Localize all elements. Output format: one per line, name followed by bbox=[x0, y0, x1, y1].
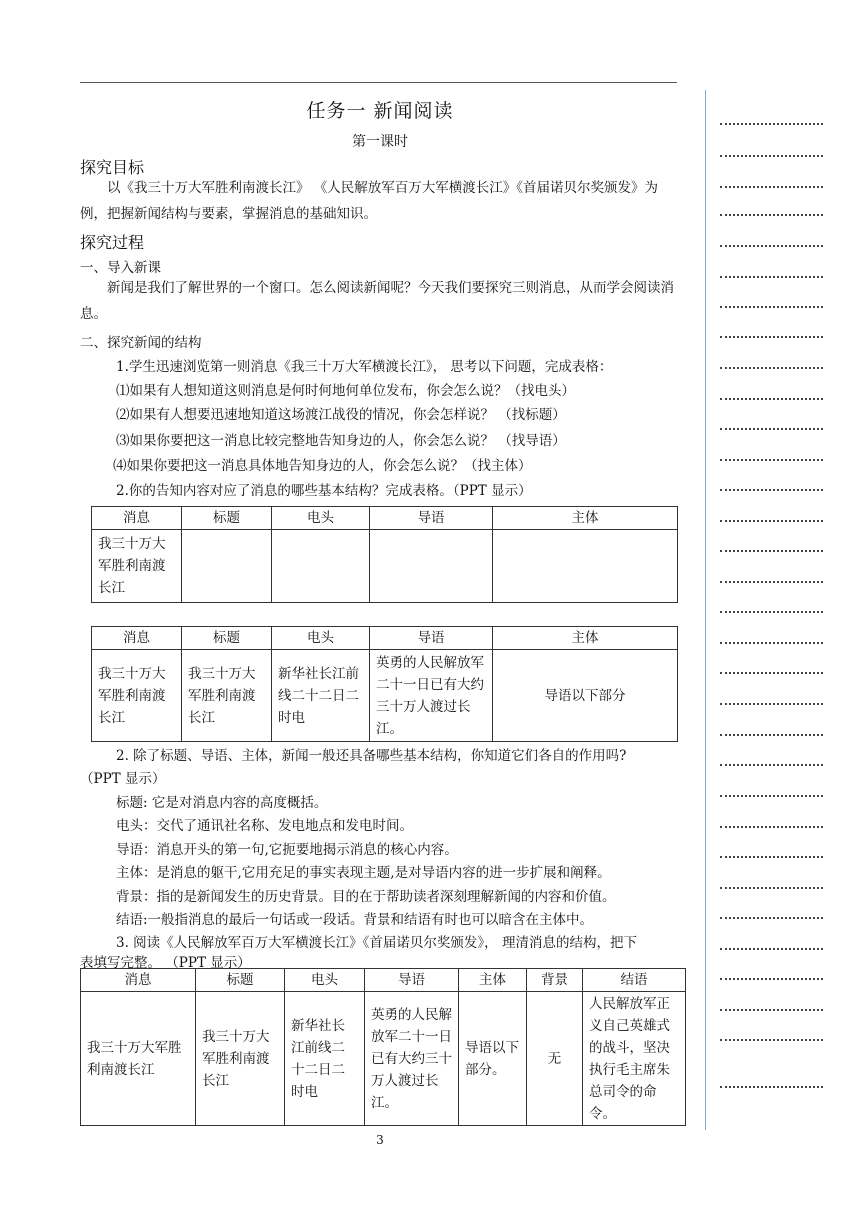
note-line bbox=[720, 642, 823, 644]
table-header-cell: 标题 bbox=[196, 969, 285, 992]
note-line bbox=[720, 520, 823, 522]
note-line bbox=[720, 1086, 823, 1088]
definition-background: 背景：指的是新闻发生的历史背景。目的在于帮助读者深刻理解新闻的内容和价值。 bbox=[116, 889, 616, 905]
note-line bbox=[720, 276, 823, 278]
table-header-cell: 结语 bbox=[583, 969, 686, 992]
note-line bbox=[720, 306, 823, 308]
table-cell: 英勇的人民解放军二十一日已有大约三十万人渡过长江。 bbox=[365, 992, 459, 1126]
table-header-cell: 主体 bbox=[493, 627, 678, 650]
table-header-cell: 电头 bbox=[272, 627, 370, 650]
note-line bbox=[720, 489, 823, 491]
definition-title: 标题: 它是对消息内容的高度概括。 bbox=[116, 795, 328, 811]
table-cell bbox=[370, 530, 493, 603]
definition-dateline: 电头：交代了通讯社名称、发电地点和发电时间。 bbox=[116, 818, 413, 834]
note-line bbox=[720, 826, 823, 828]
table-cell: 新华社长江前线二十二日二时电 bbox=[272, 650, 370, 742]
table-cell: 人民解放军正义自己英雄式的战斗，坚决执行毛主席朱总司令的命令。 bbox=[583, 992, 686, 1126]
question-2: ⑵如果有人想要迅速地知道这场渡江战役的情况，你会怎样说？ （找标题） bbox=[116, 407, 566, 423]
note-line bbox=[720, 367, 823, 369]
table-cell bbox=[182, 530, 272, 603]
table-header-cell: 消息 bbox=[81, 969, 196, 992]
note-line bbox=[720, 611, 823, 613]
table-cell: 英勇的人民解放军二十一日已有大约三十万人渡过长江。 bbox=[370, 650, 493, 742]
structure-table-full bbox=[80, 968, 686, 1126]
definition-ending: 结语:一般指消息的最后一句话或一段话。背景和结语有时也可以暗含在主体中。 bbox=[116, 912, 594, 928]
note-line bbox=[720, 581, 823, 583]
structure-table-blank bbox=[91, 506, 678, 603]
table-header-cell: 主体 bbox=[493, 507, 678, 530]
note-line bbox=[720, 336, 823, 338]
table-row bbox=[92, 530, 678, 603]
note-line bbox=[720, 398, 823, 400]
item1-text: 1.学生迅速浏览第一则消息《我三十万大军横渡长江》， 思考以下问题，完成表格： bbox=[116, 359, 613, 375]
process-heading: 探究过程 bbox=[80, 233, 145, 252]
note-line bbox=[720, 155, 823, 157]
note-line bbox=[720, 764, 823, 766]
note-line bbox=[720, 123, 823, 125]
table-header-cell: 导语 bbox=[370, 627, 493, 650]
section2-heading: 二、探究新闻的结构 bbox=[80, 335, 202, 351]
table-header-cell: 标题 bbox=[182, 627, 272, 650]
note-line bbox=[720, 1009, 823, 1011]
structure-table-answer bbox=[91, 626, 678, 742]
note-line bbox=[720, 1039, 823, 1041]
note-line bbox=[720, 550, 823, 552]
note-line bbox=[720, 703, 823, 705]
question-4: ⑷如果你要把这一消息具体地告知身边的人，你会怎么说？（找主体） bbox=[113, 458, 532, 474]
table-header-cell: 电头 bbox=[272, 507, 370, 530]
table-cell: 导语以下部分。 bbox=[459, 992, 527, 1126]
item2b-line2: （PPT 显示） bbox=[80, 771, 166, 787]
table-header-cell: 背景 bbox=[527, 969, 583, 992]
table-cell bbox=[493, 530, 678, 603]
table-cell: 无 bbox=[527, 992, 583, 1126]
item3-line1: 3. 阅读《人民解放军百万大军横渡长江》《首届诺贝尔奖颁发》， 理清消息的结构，把下 bbox=[116, 935, 637, 951]
question-1: ⑴如果有人想知道这则消息是何时何地何单位发布，你会怎么说？（找电头） bbox=[116, 383, 575, 399]
note-line bbox=[720, 459, 823, 461]
table-cell: 我三十万大军胜利南渡长江 bbox=[92, 650, 182, 742]
table-header-cell: 消息 bbox=[92, 507, 182, 530]
note-line bbox=[720, 245, 823, 247]
note-line bbox=[720, 734, 823, 736]
item2-text: 2.你的告知内容对应了消息的哪些基本结构？完成表格。（PPT 显示） bbox=[116, 483, 532, 499]
note-line bbox=[720, 856, 823, 858]
section1-text: 新闻是我们了解世界的一个窗口。怎么阅读新闻呢？今天我们要探究三则消息，从而学会阅读消息。 bbox=[80, 280, 674, 322]
table-header-row bbox=[92, 627, 678, 650]
note-line bbox=[720, 795, 823, 797]
table-cell: 我三十万大军胜利南渡长江 bbox=[196, 992, 285, 1126]
table-header-row bbox=[92, 507, 678, 530]
note-line bbox=[720, 978, 823, 980]
note-line bbox=[720, 214, 823, 216]
note-line bbox=[720, 948, 823, 950]
table-cell: 我三十万大军胜利南渡长江 bbox=[182, 650, 272, 742]
table-cell bbox=[272, 530, 370, 603]
item2b-line1: 2. 除了标题、导语、主体，新闻一般还具备哪些基本结构，你知道它们各自的作用吗? bbox=[116, 748, 627, 764]
table-header-cell: 消息 bbox=[92, 627, 182, 650]
margin-rule bbox=[705, 90, 706, 1130]
note-line bbox=[720, 672, 823, 674]
goal-text: 以《我三十万大军胜利南渡长江》 《人民解放军百万大军横渡长江》《首届诺贝尔奖颁发》为例，把握新闻结构与要素，掌握消息的基础知识。 bbox=[80, 180, 659, 222]
note-line bbox=[720, 887, 823, 889]
table-header-cell: 导语 bbox=[370, 507, 493, 530]
item3-line2: 表填写完整。 （PPT 显示） bbox=[80, 955, 251, 971]
note-line bbox=[720, 428, 823, 430]
table-cell: 我三十万大军胜利南渡长江 bbox=[81, 992, 196, 1126]
page-number: 3 bbox=[376, 1133, 384, 1147]
table-cell: 我三十万大军胜利南渡长江 bbox=[92, 530, 182, 603]
definition-body: 主体：是消息的躯干,它用充足的事实表现主题,是对导语内容的进一步扩展和阐释。 bbox=[116, 865, 611, 881]
page-subtitle: 第一课时 bbox=[352, 134, 408, 150]
table-header-row bbox=[81, 969, 686, 992]
table-row bbox=[81, 992, 686, 1126]
page-title: 任务一 新闻阅读 bbox=[306, 100, 454, 122]
top-rule bbox=[80, 82, 677, 83]
note-line bbox=[720, 186, 823, 188]
definition-lead: 导语：消息开头的第一句,它扼要地揭示消息的核心内容。 bbox=[116, 842, 458, 858]
table-row bbox=[92, 650, 678, 742]
table-header-cell: 电头 bbox=[285, 969, 365, 992]
goal-heading: 探究目标 bbox=[80, 158, 145, 177]
note-line bbox=[720, 917, 823, 919]
table-cell: 导语以下部分 bbox=[493, 650, 678, 742]
table-header-cell: 导语 bbox=[365, 969, 459, 992]
table-cell: 新华社长江前线二十二日二时电 bbox=[285, 992, 365, 1126]
section1-heading: 一、导入新课 bbox=[80, 260, 161, 276]
question-3: ⑶如果你要把这一消息比较完整地告知身边的人，你会怎么说？ （找导语） bbox=[116, 433, 566, 449]
table-header-cell: 标题 bbox=[182, 507, 272, 530]
table-header-cell: 主体 bbox=[459, 969, 527, 992]
